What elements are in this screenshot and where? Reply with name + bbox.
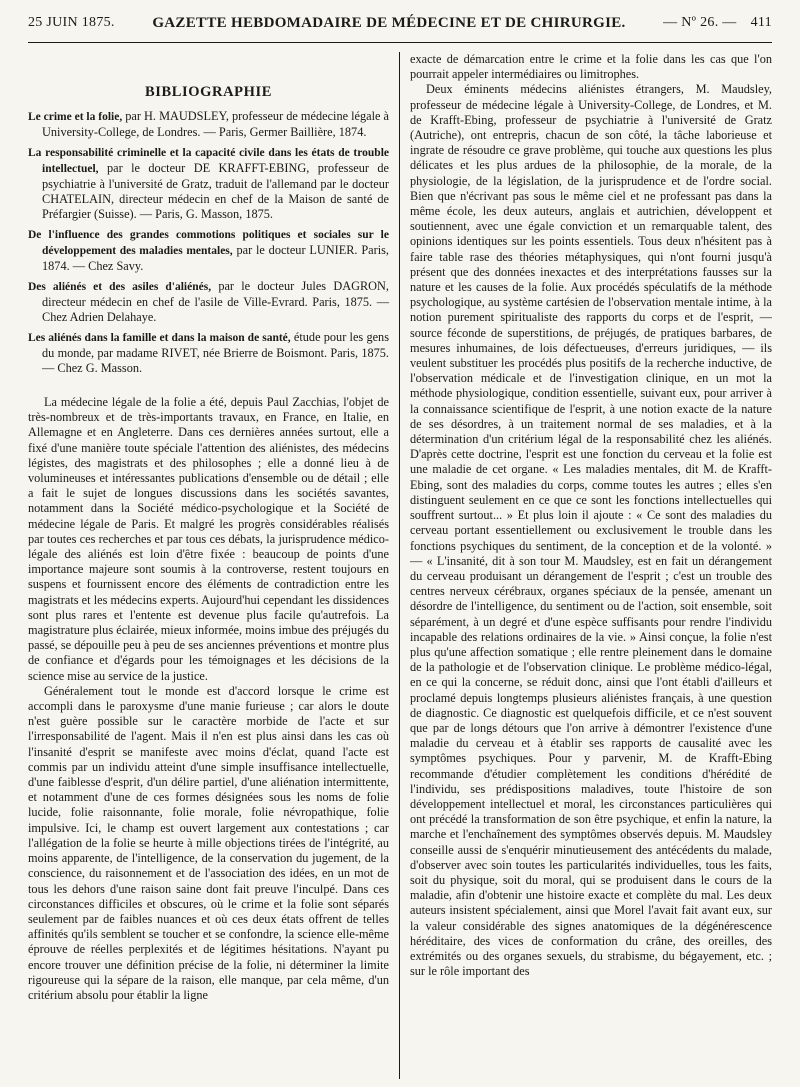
bibliography-entry (28, 145, 389, 222)
issue-date: 25 JUIN 1875. (28, 15, 115, 30)
bibliography-entry-details: par H. MAUDSLEY, professeur de médecine légale à University-College, de Londres. — Paris, Germer Baillière, 1874. (42, 109, 390, 139)
bibliography-entry-title: Le crime et la folie, (28, 111, 123, 123)
right-body-text (410, 52, 772, 979)
issue-info (663, 15, 772, 31)
bibliography-entry-details: par le docteur DE KRAFFT-EBING, professeur de psychiatrie à l'université de Gratz, traduit de l'allemand par le docteur CHATELAIN, directeur médecin en chef de la Maison de santé de Préfargier (Suisse). — Paris, G. Masson, 1875. (42, 161, 389, 221)
journal-title: GAZETTE HEBDOMADAIRE DE MÉDECINE ET DE CHIRURGIE. (152, 14, 626, 31)
issue-number: — Nº 26. — (663, 15, 737, 30)
bibliography-entry (28, 109, 389, 140)
body-paragraph: La médecine légale de la folie a été, depuis Paul Zacchias, l'objet de très-nombreux et de très-importants travaux, en France, en Italie, en Allemagne et en Angleterre. Dans ces dernières années surtout, elle a fixé d'une manière toute spéciale l'attention des aliénistes, des médecins légistes, des magistrats et des philosophes ; elle a donné lieu à de volumineuses et intéressantes publications d'ensemble ou de détail ; elle a fait le sujet de longues discussions dans les sociétés savantes, notamment dans la Société médico-psychologique et la Société de médecine légale de Paris. Et malgré les progrès considérables réalisés par toutes ces recherches et par tous ces débats, la jurisprudence médico-légale des aliénés est loin d'être fixée : beaucoup de points d'une importance majeure sont soumis à la controverse, restent toujours en suspens et fournissent encore des éléments de contradiction entre les magistrats et les médecins experts. Aujourd'hui cependant les dissidences sont plus rares et l'entente est devenue plus facile qu'autrefois. La magistrature plus éclairée, mieux informée, moins imbue des préjugés du passé, se dépouille peu à peu de ses anciennes préventions et montre plus de confiance et d'égards pour les témoignages et les décisions de la science mise au service de la justice. (28, 395, 389, 683)
text-columns (28, 52, 772, 1079)
bibliography-entry-details: étude pour les gens du monde, par madame RIVET, née Brierre de Boismont. Paris, 1875. — Chez G. Masson. (42, 330, 389, 375)
body-paragraph: Deux éminents médecins aliénistes étrangers, M. Maudsley, professeur de médecine légale à University-College, de Londres, et M. de Krafft-Ebing, professeur de psychiatrie à l'université de Gratz (Autriche), ont entrepris, chacun de son côté, la tâche laborieuse et ingrate de résoudre ce grave problème, qui touche aux questions les plus délicates et les plus ardues de la philosophie, de la morale, de la physiologie, de la législation, de la jurisprudence et de l'ordre social. Bien que n'écrivant pas sous le même ciel et ne professant pas dans la même école, les deux auteurs, anglais et autrichien, développent et soutiennent, avec une égale conviction et un remarquable talent, des opinions identiques sur les points essentiels. Tous deux n'hésitent pas à faire table rase des théories métaphysiques, qui n'ont fourni jusqu'à présent que des données inexactes et des interprétations fausses sur la nature et les causes de la folie. Aux procédés spéculatifs de la méthode psychologique, au système cartésien de l'observation mentale intime, à la notion purement spiritualiste des rapports du corps et de l'esprit, — source féconde de superstitions, de préjugés, de pratiques barbares, de mesures inhumaines, de lois défectueuses, d'erreurs juridiques, — ils veulent substituer les procédés plus positifs de la recherche inductive, de l'observation médicale et de l'investigation clinique, en un mot la méthode physiologique, condition essentielle, suivant eux, pour arriver à la connaissance scientifique de l'esprit, à une notion exacte de la nature de ses désordres, à un traitement normal de ses maladies, et à la détermination d'un critérium légal de la responsabilité chez les aliénés. D'après cette doctrine, l'esprit est une fonction du cerveau et la folie est une maladie de cet organe. « Les maladies mentales, dit M. de Krafft-Ebing, sont des maladies du corps, comme toutes les autres ; elles s'en distinguent seulement en ce que ce sont les fonctions intellectuelles qui souffrent surtout... » Et plus loin il ajoute : « Ce sont des maladies du cerveau portant essentiellement ou exclusivement le trouble dans les fonctions psychiques du sentiment, de la conception et de la volonté. » — « L'insanité, dit à son tour M. Maudsley, est en fait un dérangement du cerveau produisant un dérangement de l'esprit ; c'est un trouble des centres nerveux cérébraux, organes spéciaux de la pensée, amenant un désordre de l'intelligence, du sentiment ou de l'action, soit ensemble, soit séparément, à un degré et d'une espèce suffisants pour rendre l'individu incapable des relations ordinaires de la vie. » Ainsi conçue, la folie n'est plus qu'une affection somatique ; elle rentre pleinement dans le domaine de la pathologie et de l'observation clinique. Le problème médico-légal, en ce qui la concerne, se réduit donc, ainsi que l'ont établi d'ailleurs et proclamé depuis longtemps plusieurs aliénistes français, à une question de diagnostic. Ce diagnostic est quelquefois difficile, et ce n'est souvent que par de longs détours que l'on arrive à démontrer l'existence d'une maladie du cerveau et à établir ses rapports de causalité avec les symptômes psychiques. Pour y parvenir, M. de Krafft-Ebing recommande d'étudier complètement les conditions d'hérédité de l'individu, ses prédispositions maladives, toute l'histoire de son développement intellectuel et moral, les circonstances particulières qui ont précédé la transformation de son être psychique, et enfin la nature, la marche et l'enchaînement des symptômes observés depuis. M. Maudsley conseille aussi de s'enquérir minutieusement des antécédents du malade, d'observer avec soin toutes les particularités individuelles, tous les faits, soit du physique, soit du moral, qui se produisent dans le cours de la maladie, afin d'obtenir une histoire exacte et complète du mal. Les deux auteurs insistent spécialement, ainsi que Morel l'avait fait avant eux, sur la valeur considérable des signes anatomiques de la dégénérescence héréditaire, des vices de conformation du crâne, des oreilles, des extrémités ou des organes sexuels, du strabisme, du bégayement, etc. ; sur le rôle important des (410, 82, 772, 979)
body-paragraph: exacte de démarcation entre le crime et la folie dans les cas que l'on pourrait appeler intermédiaires ou limitrophes. (410, 52, 772, 82)
page-number: 411 (750, 15, 772, 30)
bibliography-entry-title: Les aliénés dans la famille et dans la maison de santé, (28, 332, 291, 344)
bibliography-entry (28, 330, 389, 376)
right-column (400, 52, 772, 1079)
bibliography-entry-details: par le docteur LUNIER. Paris, 1874. — Chez Savy. (42, 243, 389, 273)
bibliography-entry-title: Des aliénés et des asiles d'aliénés, (28, 281, 212, 293)
bibliography-heading: BIBLIOGRAPHIE (144, 84, 273, 100)
bibliography-entry-title: La responsabilité criminelle et la capacité civile dans les états de trouble intellectuel, (28, 147, 389, 175)
bibliography-entry-title: De l'influence des grandes commotions politiques et sociales sur le développement des maladies mentales, (28, 229, 389, 257)
bibliography-entry-details: par le docteur Jules DAGRON, directeur médecin en chef de l'asile de Ville-Evrard. Paris, 1875. — Chez Adrien Delahaye. (42, 279, 389, 324)
left-body-text (28, 395, 389, 1003)
page-header (28, 4, 772, 43)
body-paragraph: Généralement tout le monde est d'accord lorsque le crime est accompli dans le paroxysme d'une manie furieuse ; car alors le doute n'est guère possible sur le caractère morbide de l'acte et sur l'irresponsabilité de l'agent. Mais il n'en est plus ainsi dans les cas où l'insanité d'esprit se manifeste avec moins d'éclat, quand l'acte est commis par un individu atteint d'une simple insuffisance intellectuelle, d'une faiblesse d'esprit, d'un délire partiel, d'une aliénation intermittente, et notamment d'une de ces formes désignées sous les noms de folie lucide, folie raisonnante, folie morale, folie névropathique, folie impulsive. Ici, le champ est ouvert largement aux contestations ; car l'allégation de la folie se heurte à mille objections tirées de l'intégrité, au moins apparente, de l'intelligence, de la conservation du jugement, de la conscience, du raisonnement et de l'association des idées, en un mot de tous les dehors d'une raison saine dont fait preuve l'inculpé. Dans ces circonstances difficiles et obscures, où le crime et la folie sont séparés seulement par de faibles nuances et où ces deux états offrent de telles affinités qu'ils semblent se toucher et se confondre, la science elle-même éprouve de réelles perplexités et de légitimes hésitations. N'ayant pu encore trouver une définition précise de la folie, ni déterminer la limite rigoureuse qui la sépare de la raison, elle manque, par cela même, d'un critérium absolu pour établir la ligne (28, 683, 389, 1002)
left-column (28, 52, 400, 1079)
bibliography-entry (28, 227, 389, 274)
bibliography-entry (28, 279, 389, 325)
